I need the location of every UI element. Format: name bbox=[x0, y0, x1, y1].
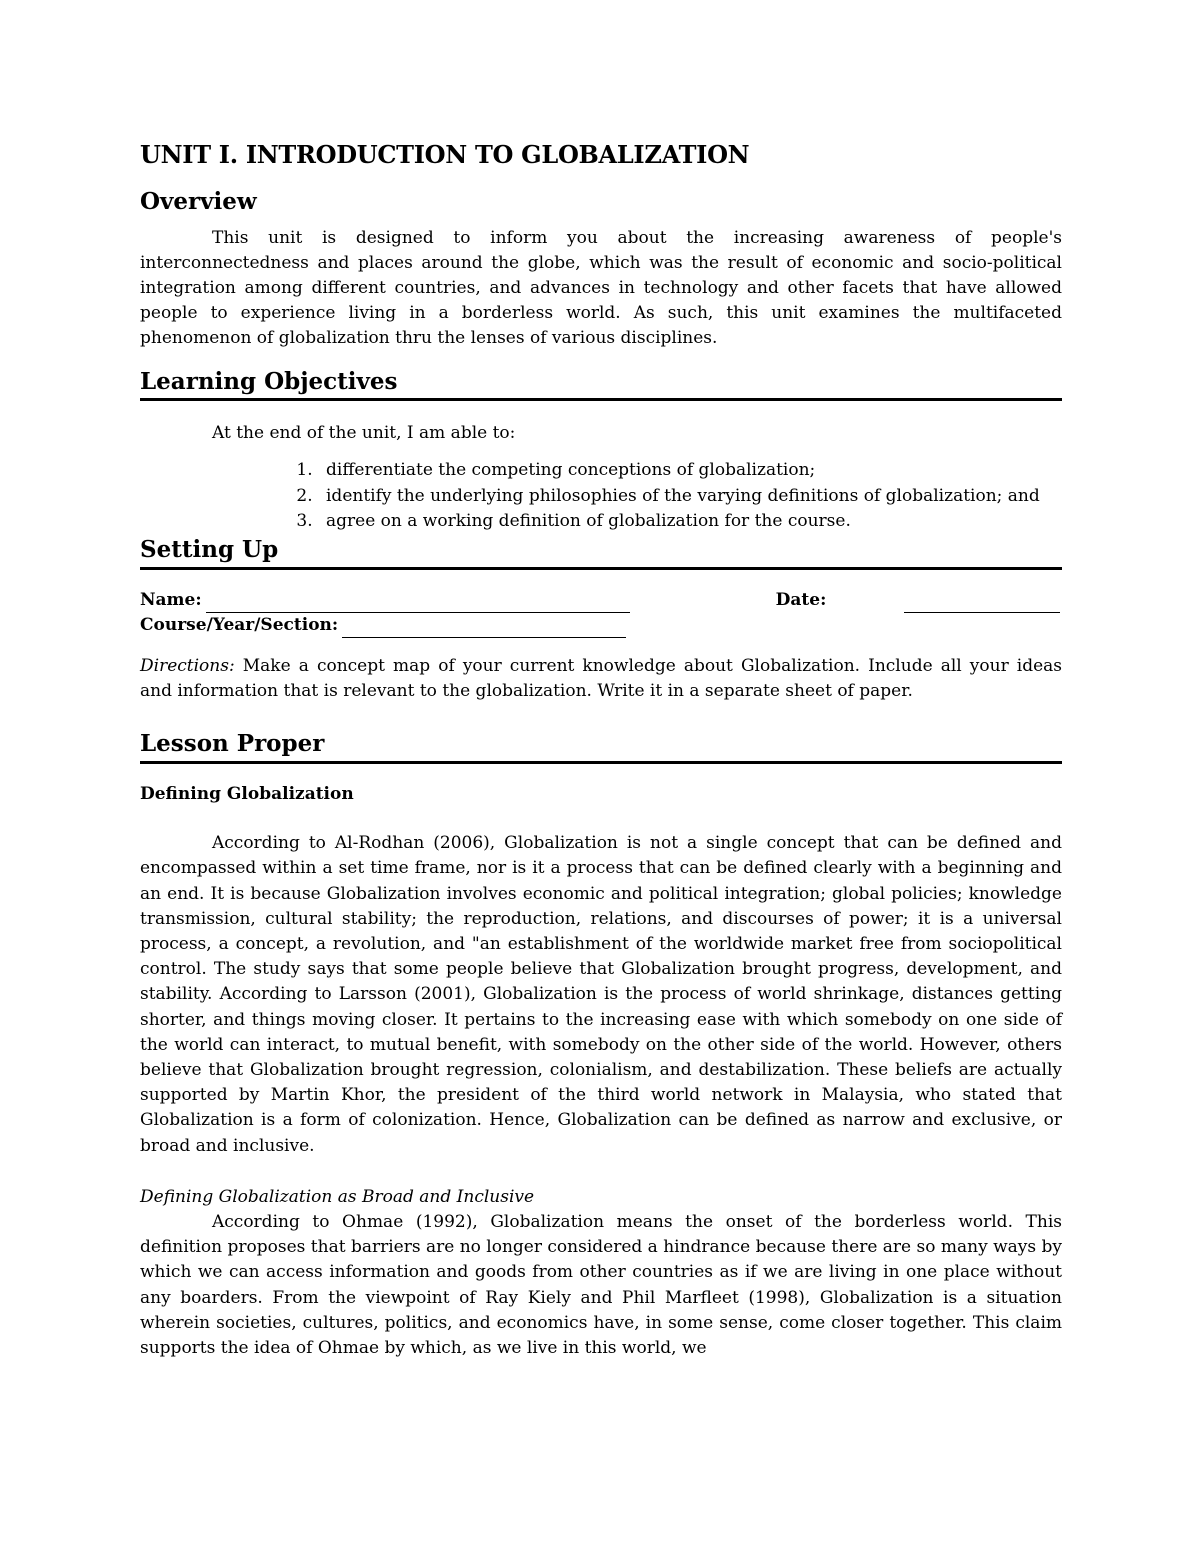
setting-up-heading: Setting Up bbox=[140, 536, 1062, 570]
defining-globalization-heading: Defining Globalization bbox=[140, 784, 354, 805]
objective-item: 2. identify the underlying philosophies of the varying definitions of globalization; and bbox=[318, 484, 1062, 509]
overview-paragraph: This unit is designed to inform you about the increasing awareness of people's interconnectedness and places around the globe, which was the result of economic and socio-political integration among different countries, and advances in technology and other facets that have allowed people to experience living in a borderless world. As such, this unit examines the multifaceted phenomenon of globalization thru the lenses of various disciplines. bbox=[140, 227, 1062, 349]
broad-inclusive-heading: Defining Globalization as Broad and Inclusive bbox=[140, 1186, 535, 1207]
objectives-list bbox=[140, 458, 1062, 534]
document-page bbox=[140, 140, 1062, 1361]
objectives-intro: At the end of the unit, I am able to: bbox=[212, 423, 516, 444]
name-label: Name: bbox=[140, 589, 202, 610]
directions-text: Make a concept map of your current knowledge about Globalization. Include all your ideas and information that is relevant to the globalization. Write it in a separate sheet of paper. bbox=[140, 656, 1063, 702]
course-year-section-field[interactable] bbox=[342, 619, 626, 638]
directions-label: Directions: bbox=[140, 656, 235, 677]
broad-inclusive-paragraph: According to Ohmae (1992), Globalization means the onset of the borderless world. This definition proposes that barriers are no longer considered a hindrance because there are so many ways by which we can access information and goods from other countries as if we are living in one place without any boarders. From the viewpoint of Ray Kiely and Phil Marfleet (1998), Globalization is a situation wherein societies, cultures, politics, and economics have, in some sense, come closer together. This claim supports the idea of Ohmae by which, as we live in this world, we bbox=[140, 1212, 1062, 1359]
date-label: Date: bbox=[775, 589, 827, 610]
name-field[interactable] bbox=[206, 594, 630, 613]
name-date-row bbox=[140, 588, 1062, 613]
learning-objectives-heading: Learning Objectives bbox=[140, 368, 1062, 402]
directions-paragraph bbox=[140, 654, 1062, 704]
lesson-proper-heading: Lesson Proper bbox=[140, 730, 1062, 764]
objective-item: 1. differentiate the competing conceptions of globalization; bbox=[318, 458, 1062, 483]
course-year-section-label: Course/Year/Section: bbox=[140, 614, 339, 635]
overview-heading: Overview bbox=[140, 188, 257, 215]
lesson-paragraph: According to Al-Rodhan (2006), Globalization is not a single concept that can be defined and encompassed within a set time frame, nor is it a process that can be defined clearly with a beginning and an end. It is because Globalization involves economic and political integration; global policies; knowledge transmission, cultural stability; the reproduction, relations, and discourses of power; it is a universal process, a concept, a revolution, and "an establishment of the worldwide market free from sociopolitical control. The study says that some people believe that Globalization brought progress, development, and stability. According to Larsson (2001), Globalization is the process of world shrinkage, distances getting shorter, and things moving closer. It pertains to the increasing ease with which somebody on one side of the world can interact, to mutual benefit, with somebody on the other side of the world. However, others believe that Globalization brought regression, colonialism, and destabilization. These beliefs are actually supported by Martin Khor, the president of the third world network in Malaysia, who stated that Globalization is a form of colonization. Hence, Globalization can be defined as narrow and exclusive, or broad and inclusive. bbox=[140, 833, 1062, 1156]
unit-title: UNIT I. INTRODUCTION TO GLOBALIZATION bbox=[140, 140, 750, 169]
date-field[interactable] bbox=[904, 594, 1060, 613]
objective-item: 3. agree on a working definition of globalization for the course. bbox=[318, 509, 1062, 534]
course-row bbox=[140, 613, 1062, 638]
